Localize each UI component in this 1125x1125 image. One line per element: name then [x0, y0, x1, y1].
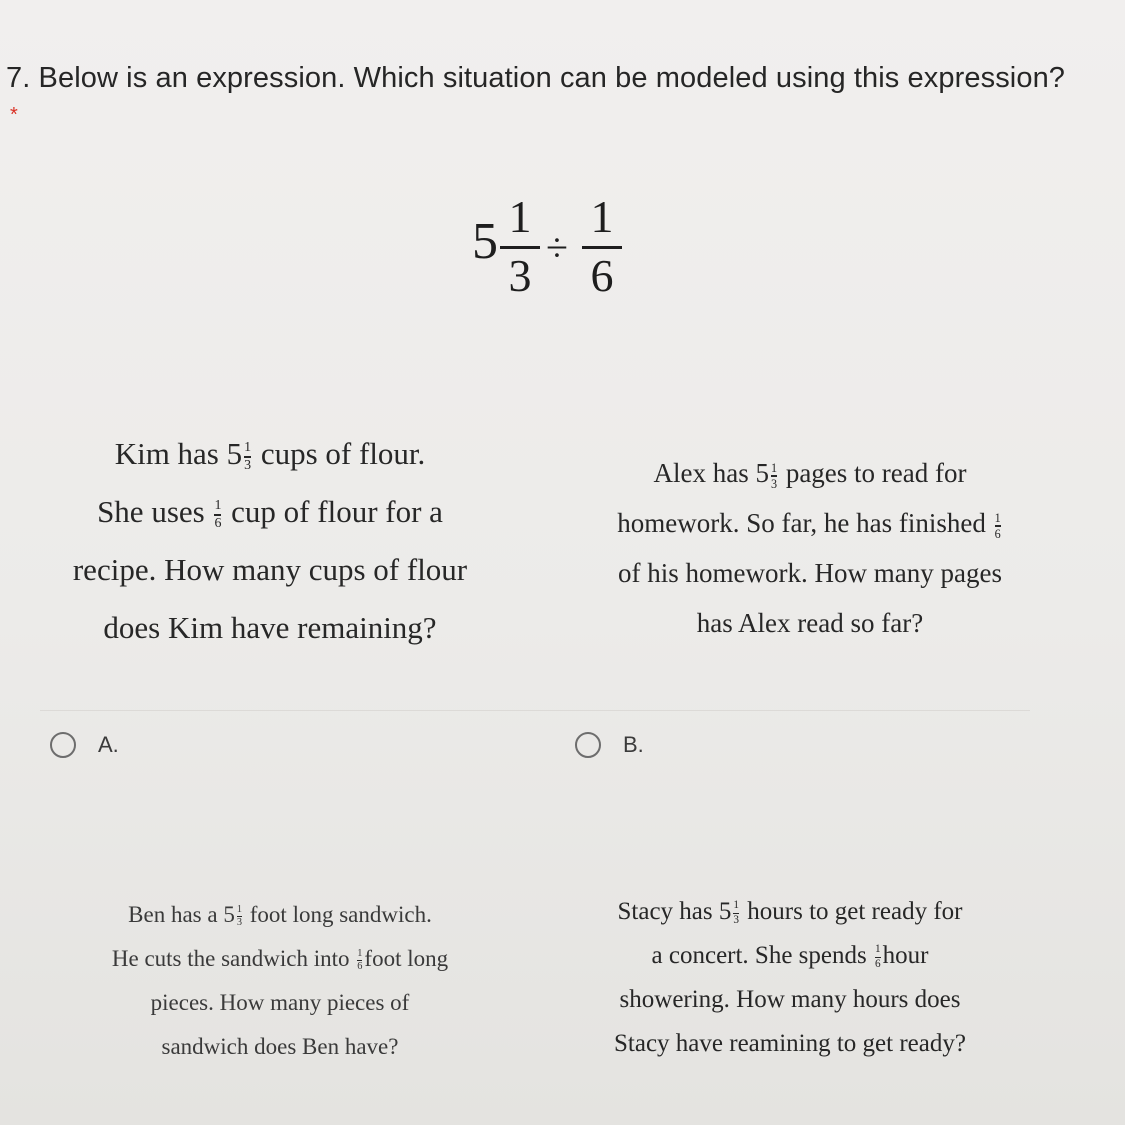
radio-a[interactable] — [50, 732, 76, 758]
scenario-line — [565, 890, 1015, 934]
scenario-text: She uses — [97, 494, 213, 529]
inline-fraction — [244, 441, 251, 472]
fraction-numerator: 1 — [357, 947, 363, 959]
option-b-label: B. — [623, 732, 644, 757]
inline-fraction — [995, 512, 1001, 540]
scenario-line — [60, 937, 500, 981]
scenario-line — [60, 1025, 500, 1069]
fraction-numerator: 1 — [590, 191, 614, 242]
scenario-a-kim-flour — [40, 425, 500, 657]
fraction-numerator: 1 — [244, 440, 252, 456]
fraction-denominator: 3 — [508, 250, 532, 301]
scenario-line — [575, 548, 1045, 598]
fraction-numerator: 1 — [508, 191, 532, 242]
scenario-text: He cuts the sandwich into — [111, 946, 356, 971]
fraction-numerator: 1 — [214, 498, 222, 514]
scenario-text: of his homework. How many pages — [618, 558, 1002, 588]
scenario-line — [575, 598, 1045, 648]
question-title: 7. Below is an expression. Which situation can be modeled using this expression? — [6, 62, 1066, 94]
scenario-line — [40, 541, 500, 599]
fraction-numerator: 1 — [770, 460, 778, 475]
scenario-text: Kim has 5 — [114, 436, 243, 471]
scenario-text: homework. So far, he has finished — [617, 508, 993, 538]
scenario-text: has Alex read so far? — [696, 608, 924, 638]
fraction-denominator: 3 — [236, 917, 243, 929]
inline-fraction — [214, 499, 221, 530]
scenario-line — [60, 893, 500, 937]
fraction-denominator: 6 — [214, 515, 222, 531]
scenario-text: a concert. She spends — [651, 942, 873, 969]
radio-b[interactable] — [575, 732, 601, 758]
expression-fraction-one-sixth — [582, 191, 622, 301]
fraction-numerator: 1 — [733, 899, 740, 912]
option-a[interactable] — [50, 730, 119, 760]
scenario-text: does Kim have remaining? — [103, 610, 437, 645]
scenario-text: foot long sandwich. — [244, 902, 432, 927]
scenario-text: cups of flour. — [253, 436, 426, 471]
scenario-text: Stacy has 5 — [617, 898, 732, 925]
fraction-bar — [582, 246, 622, 249]
scenario-text: pieces. How many pieces of — [150, 990, 410, 1015]
scenario-line — [40, 425, 500, 483]
inline-fraction — [733, 900, 739, 926]
division-expression — [470, 190, 640, 310]
fraction-numerator: 1 — [236, 903, 243, 915]
scenario-line — [575, 448, 1045, 498]
inline-fraction — [875, 944, 881, 970]
fraction-denominator: 3 — [244, 457, 252, 473]
scenario-text: hour — [882, 942, 929, 969]
fraction-denominator: 6 — [994, 526, 1001, 541]
fraction-denominator: 6 — [875, 958, 881, 971]
scenario-c-ben-sandwich — [60, 893, 500, 1069]
scenario-b-alex-pages — [575, 448, 1045, 648]
expression-fraction-one-third — [500, 191, 540, 301]
inline-fraction — [237, 905, 242, 929]
scenario-line — [565, 934, 1015, 978]
required-indicator: * — [10, 104, 18, 126]
fraction-denominator: 3 — [770, 476, 778, 491]
fraction-denominator: 6 — [357, 961, 363, 973]
scenario-line — [40, 599, 500, 657]
scenario-line — [60, 981, 500, 1025]
fraction-numerator: 1 — [875, 943, 881, 956]
scenario-text: cup of flour for a — [223, 494, 443, 529]
scenario-text: foot long — [364, 946, 449, 971]
scenario-line — [565, 1022, 1015, 1066]
option-b[interactable] — [575, 730, 644, 760]
scenario-text: Ben has a 5 — [128, 902, 235, 927]
scenario-text: sandwich does Ben have? — [161, 1034, 399, 1059]
inline-fraction — [771, 462, 777, 490]
option-divider — [40, 710, 1030, 711]
scenario-text: Alex has 5 — [653, 458, 769, 488]
fraction-denominator: 3 — [733, 914, 740, 927]
scenario-text: recipe. How many cups of flour — [72, 552, 468, 587]
scenario-line — [575, 498, 1045, 548]
option-a-label: A. — [98, 732, 119, 757]
scenario-line — [565, 978, 1015, 1022]
inline-fraction — [357, 949, 362, 973]
fraction-numerator: 1 — [994, 510, 1001, 525]
scenario-text: showering. How many hours does — [619, 986, 961, 1013]
scenario-text: Stacy have reamining to get ready? — [614, 1030, 966, 1057]
fraction-bar — [500, 246, 540, 249]
scenario-text: hours to get ready for — [741, 898, 963, 925]
fraction-denominator: 6 — [590, 250, 614, 301]
scenario-text: pages to read for — [779, 458, 967, 488]
scenario-line — [40, 483, 500, 541]
division-sign: ÷ — [546, 225, 568, 270]
scenario-d-stacy-hours — [565, 890, 1015, 1066]
expression-whole-number: 5 — [472, 213, 498, 270]
